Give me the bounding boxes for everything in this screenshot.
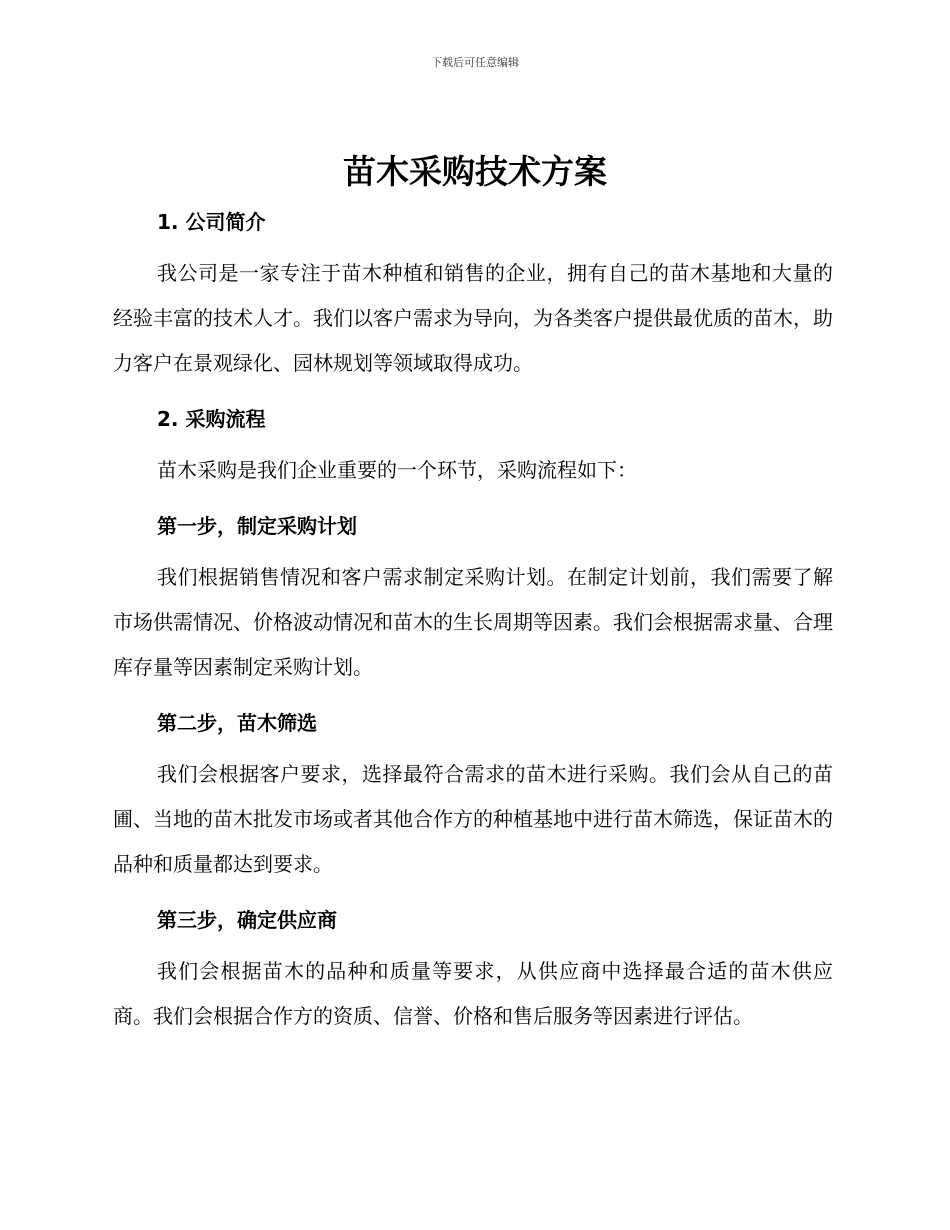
document-body — [113, 207, 833, 1039]
section-step-one — [113, 511, 833, 690]
section-paragraph: 我们根据销售情况和客户需求制定采购计划。在制定计划前，我们需要了解市场供需情况、价格波动情况和苗木的生长周期等因素。我们会根据需求量、合理库存量等因素制定采购计划。 — [113, 565, 833, 679]
section-procurement-process — [113, 404, 833, 493]
section-heading: 2. 采购流程 — [157, 407, 266, 431]
section-heading: 第一步，制定采购计划 — [157, 514, 357, 538]
section-paragraph: 苗木采购是我们企业重要的一个环节，采购流程如下： — [157, 458, 637, 482]
section-paragraph: 我公司是一家专注于苗木种植和销售的企业，拥有自己的苗木基地和大量的经验丰富的技术人才。我们以客户需求为导向，为各类客户提供最优质的苗木，助力客户在景观绿化、园林规划等领域取得成功。 — [113, 261, 833, 375]
section-paragraph: 我们会根据客户要求，选择最符合需求的苗木进行采购。我们会从自己的苗圃、当地的苗木批发市场或者其他合作方的种植基地中进行苗木筛选，保证苗木的品种和质量都达到要求。 — [113, 762, 833, 876]
section-heading: 1. 公司简介 — [157, 210, 266, 234]
section-step-three — [113, 905, 833, 1039]
page-header-note: 下载后可任意编辑 — [431, 56, 519, 69]
section-heading: 第三步，确定供应商 — [157, 908, 337, 932]
section-heading: 第二步，苗木筛选 — [157, 711, 317, 735]
section-company-intro — [113, 207, 833, 386]
section-paragraph: 我们会根据苗木的品种和质量等要求，从供应商中选择最合适的苗木供应商。我们会根据合作方的资质、信誉、价格和售后服务等因素进行评估。 — [113, 959, 833, 1028]
document-title: 苗木采购技术方案 — [343, 152, 607, 191]
section-step-two — [113, 708, 833, 887]
